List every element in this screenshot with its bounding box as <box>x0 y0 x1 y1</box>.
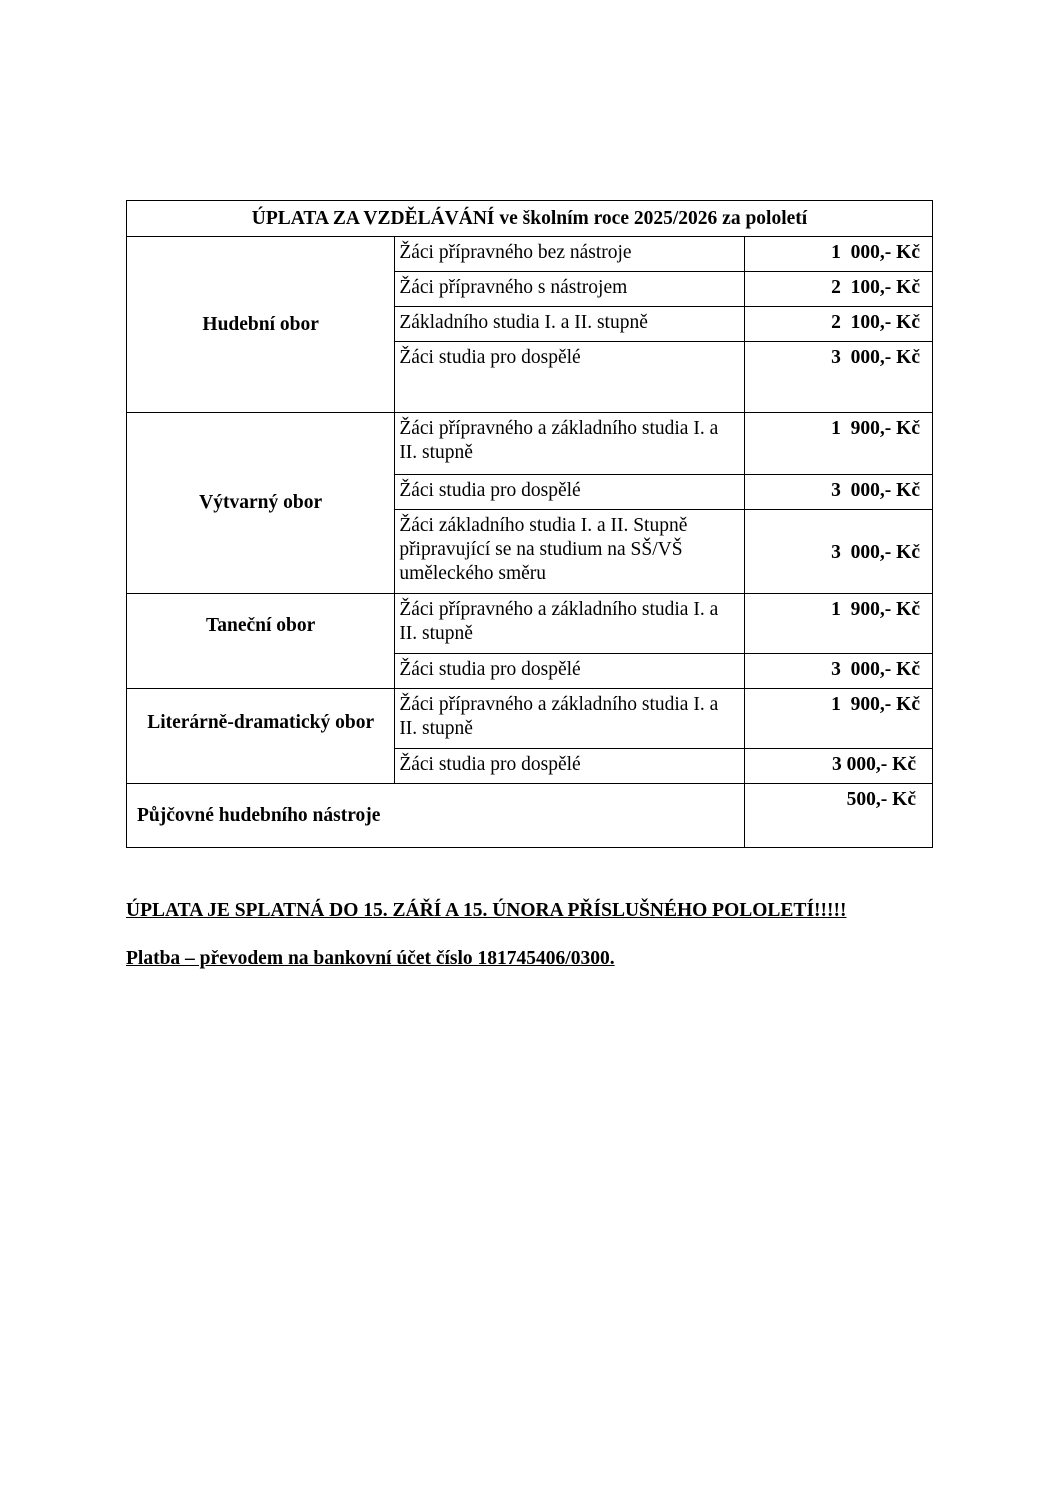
row-description: Žáci studia pro dospělé <box>395 654 744 689</box>
row-price: 3 000,- Kč <box>744 475 932 510</box>
row-price: 1 900,- Kč <box>744 689 932 749</box>
payment-deadline-note: ÚPLATA JE SPLATNÁ DO 15. ZÁŘÍ A 15. ÚNORA PŘÍSLUŠNÉHO POLOLETÍ!!!!! <box>126 900 847 921</box>
rental-label: Půjčovné hudebního nástroje <box>127 784 745 848</box>
row-price: 2 100,- Kč <box>744 307 932 342</box>
table-row <box>127 237 933 272</box>
row-description: Základního studia I. a II. stupně <box>395 307 744 342</box>
row-price: 2 100,- Kč <box>744 272 932 307</box>
row-description: Žáci studia pro dospělé <box>395 342 744 413</box>
table-row <box>127 413 933 475</box>
rental-price: 500,- Kč <box>744 784 932 848</box>
row-description: Žáci přípravného a základního studia I. a II. stupně <box>395 594 744 654</box>
row-description: Žáci studia pro dospělé <box>395 475 744 510</box>
table-row <box>127 689 933 749</box>
row-description: Žáci základního studia I. a II. Stupně připravující se na studium na SŠ/VŠ uměleckého směru <box>395 510 744 594</box>
row-price: 1 900,- Kč <box>744 594 932 654</box>
row-description: Žáci přípravného s nástrojem <box>395 272 744 307</box>
section-name-tanecni: Taneční obor <box>127 594 395 689</box>
section-name-hudebni: Hudební obor <box>127 237 395 413</box>
row-price: 3 000,- Kč <box>744 749 932 784</box>
row-description: Žáci přípravného a základního studia I. a II. stupně <box>395 413 744 475</box>
row-description: Žáci přípravného bez nástroje <box>395 237 744 272</box>
row-description: Žáci studia pro dospělé <box>395 749 744 784</box>
table-row-rental <box>127 784 933 848</box>
row-price: 3 000,- Kč <box>744 654 932 689</box>
section-name-literarne-dramaticky: Literárně-dramatický obor <box>127 689 395 784</box>
row-price: 3 000,- Kč <box>744 510 932 594</box>
row-description: Žáci přípravného a základního studia I. a II. stupně <box>395 689 744 749</box>
section-name-vytvarny: Výtvarný obor <box>127 413 395 594</box>
row-price: 3 000,- Kč <box>744 342 932 413</box>
payment-method-note: Platba – převodem na bankovní účet číslo 181745406/0300. <box>126 948 615 969</box>
row-price: 1 900,- Kč <box>744 413 932 475</box>
table-row <box>127 594 933 654</box>
table-title: ÚPLATA ZA VZDĚLÁVÁNÍ ve školním roce 2025/2026 za pololetí <box>127 201 933 237</box>
fee-table <box>126 200 933 848</box>
row-price: 1 000,- Kč <box>744 237 932 272</box>
table-title-row <box>127 201 933 237</box>
